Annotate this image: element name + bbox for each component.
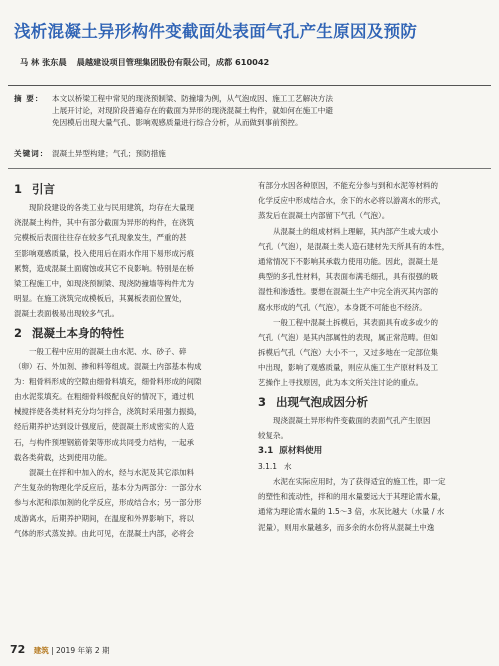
keywords — [14, 148, 166, 159]
body-text-line: 泥量），则用水量越多，而多余的水份将从混凝土中逸 — [258, 522, 435, 532]
authors: 马 林 张东晨 — [20, 57, 67, 67]
body-text-line: 现浇混凝土异形构件变截面的表面气孔产生原因 — [273, 415, 431, 425]
body-text-line: 湿性和渗透性。要想在混凝土生产中完全消灭其内部的 — [258, 287, 438, 297]
body-text-line: 浇混凝土构件，其中有部分截面为异形的构件，在浇筑 — [14, 218, 194, 228]
left-column — [14, 178, 234, 541]
section-title: 原材料使用 — [279, 446, 323, 456]
body-text-line: 腐水形成的气孔（气泡），本身既不可能也不经济。 — [258, 302, 427, 312]
body-text-line: 通常为理论需水量的 1.5～3 倍，水灰比越大（水量 / 水 — [258, 507, 445, 517]
abstract-line: 免因模后出现大量气孔、影响观感质量进行综合分析，从而做到事前预控。 — [52, 118, 303, 127]
body-text-line: 现阶段建设的各类工业与民用建筑，均存在大量现 — [29, 203, 194, 212]
body-text-line: 中出现，影响了观感质量，则应从施工生产原材料及工 — [258, 363, 438, 373]
body-text-line: 从混凝土的组成材料上理解，其内部产生或大或小 — [273, 226, 438, 236]
body-text-line: 水泥在实际应用时，为了获得适宜的施工性，即一定 — [273, 477, 446, 486]
author-line — [20, 57, 269, 68]
section-heading — [258, 443, 478, 459]
body-text-line: 气体的形式蒸发掉。由此可见，在混凝土内部，必将会 — [14, 528, 194, 538]
article-title: 浅析混凝土异形构件变截面处表面气孔产生原因及预防 — [14, 22, 418, 41]
section-number: 1 — [14, 182, 23, 196]
section-heading — [258, 459, 478, 474]
section-number: 3.1 — [258, 446, 274, 456]
body-text-line: 蒸发后在混凝土内部留下气孔（气泡）。 — [258, 211, 390, 221]
body-text-line: 累赘，造成混凝土面腐蚀或其它不良影响。特别是在桥 — [14, 263, 194, 273]
body-text-line: 通常情况下不影响其承载力使用功能。因此，混凝土是 — [258, 256, 438, 266]
body-text-line: 艺操作上寻找原因，此为本文所关注讨论的重点。 — [258, 378, 423, 388]
body-text-line: 混凝土表面极易出现较多气孔。 — [14, 309, 119, 319]
body-text-line: 至影响观感质量，投入使用后在雨水作用下易形成污痕 — [14, 248, 194, 258]
abstract-line: 本文以桥梁工程中常见的现浇预制梁、防撞墙为例，从气泡成因、施工工艺解决方法 — [52, 94, 333, 103]
body-text-line: 化学反应中形成结合水，余下的水必将以游离水的形式， — [258, 196, 446, 206]
body-text-line: （卵）石、外加剂、掺和料等组成。混凝土内部基本构成 — [14, 361, 202, 371]
top-rule — [8, 85, 491, 86]
bottom-rule — [8, 168, 491, 169]
abstract-label: 摘 要： — [14, 94, 44, 103]
abstract-line: 上展开讨论，对现阶段普遍存在的截面为异形的现浇混凝土构件，就如何在施工中避 — [52, 106, 333, 115]
body-text-line: 一般工程中混凝土拆模后，其表面具有或多或少的 — [273, 317, 438, 327]
section-heading — [14, 178, 234, 200]
body-text-line: 石，与构件预埋钢筋骨架等形成共同受力结构，一起承 — [14, 437, 194, 447]
section-number: 2 — [14, 325, 23, 340]
body-text-line: 的塑性和流动性，拌和的用水量要远大于其理论需水量， — [258, 492, 446, 502]
affiliation: 晨越建设项目管理集团股份有限公司，成都 610042 — [76, 57, 270, 67]
section-title: 混凝土本身的特性 — [32, 325, 124, 340]
body-text-line: 较复杂。 — [258, 430, 288, 440]
section-heading — [14, 322, 234, 344]
body-text-line: 为：粗骨料形成的空隙由细骨料填充，细骨料形成的间隙 — [14, 376, 202, 386]
body-text-line: 参与水泥和添加剂的化学反应，形成结合水；另一部分形 — [14, 498, 202, 508]
section-number: 3 — [258, 394, 267, 409]
body-text-line: 成游离水，后期养护期间，在温度和外界影响下，将以 — [14, 513, 194, 523]
body-text-line: 械搅拌使各类材料充分均匀拌合，浇筑时采用强力振捣， — [14, 407, 202, 417]
body-text-line: 产生复杂的物理化学反应后，基本分为两部分：一部分水 — [14, 483, 202, 493]
issue-info: 2019 年第 2 期 — [56, 646, 110, 655]
body-text-line: 气孔（气泡），是混凝土类人造石建材先天所具有的本性， — [258, 241, 450, 251]
body-text-line: 气孔（气泡）是其内部属性的表现，属正常范畴。但如 — [258, 332, 438, 342]
journal-name: 建筑 — [33, 646, 49, 655]
section-title: 水 — [284, 462, 292, 471]
body-text-line: 完模板后表面往往存在较多气孔现象发生，严重的甚 — [14, 233, 187, 243]
body-text-line: 明显。在施工浇筑完成模板后，其翼板表面位置处， — [14, 294, 187, 304]
body-text-line: 拆模后气孔（气泡）大小不一，又过多地在一定部位集 — [258, 348, 438, 358]
section-title: 出现气泡成因分析 — [276, 394, 368, 409]
abstract — [14, 93, 484, 129]
page-number: 72 — [10, 643, 26, 656]
section-number: 3.1.1 — [258, 462, 278, 471]
section-title: 引言 — [32, 182, 55, 196]
keywords-text: 混凝土异型构建；气孔；预防措施 — [52, 149, 166, 158]
body-text-line: 梁工程施工中，如现浇预制梁、现浇防撞墙等构件尤为 — [14, 278, 194, 288]
body-text-line: 混凝土在拌和中加入的水，经与水泥及其它添加料 — [29, 468, 194, 477]
body-text-line: 一般工程中应用的混凝土由水泥、水、砂子、碎 — [29, 346, 187, 356]
body-text-line: 经后期养护达到设计强度后，使混凝土形成密实的人造 — [14, 422, 194, 432]
keywords-label: 关键词： — [14, 149, 49, 158]
page-footer: 72 建筑 | 2019 年第 2 期 — [10, 643, 110, 656]
body-text-line: 典型的多孔性材料，其表面布满毛细孔，具有很强的吸 — [258, 272, 438, 282]
body-text-line: 由水泥浆填充。在粗细骨料级配良好的情况下，通过机 — [14, 392, 194, 402]
right-column — [258, 178, 478, 535]
section-heading — [258, 391, 478, 413]
body-text-line: 载各类荷载，达到使用功能。 — [14, 452, 112, 462]
body-text-line: 有部分水因各种原因，不能充分参与到和水泥等材料的 — [258, 181, 438, 190]
